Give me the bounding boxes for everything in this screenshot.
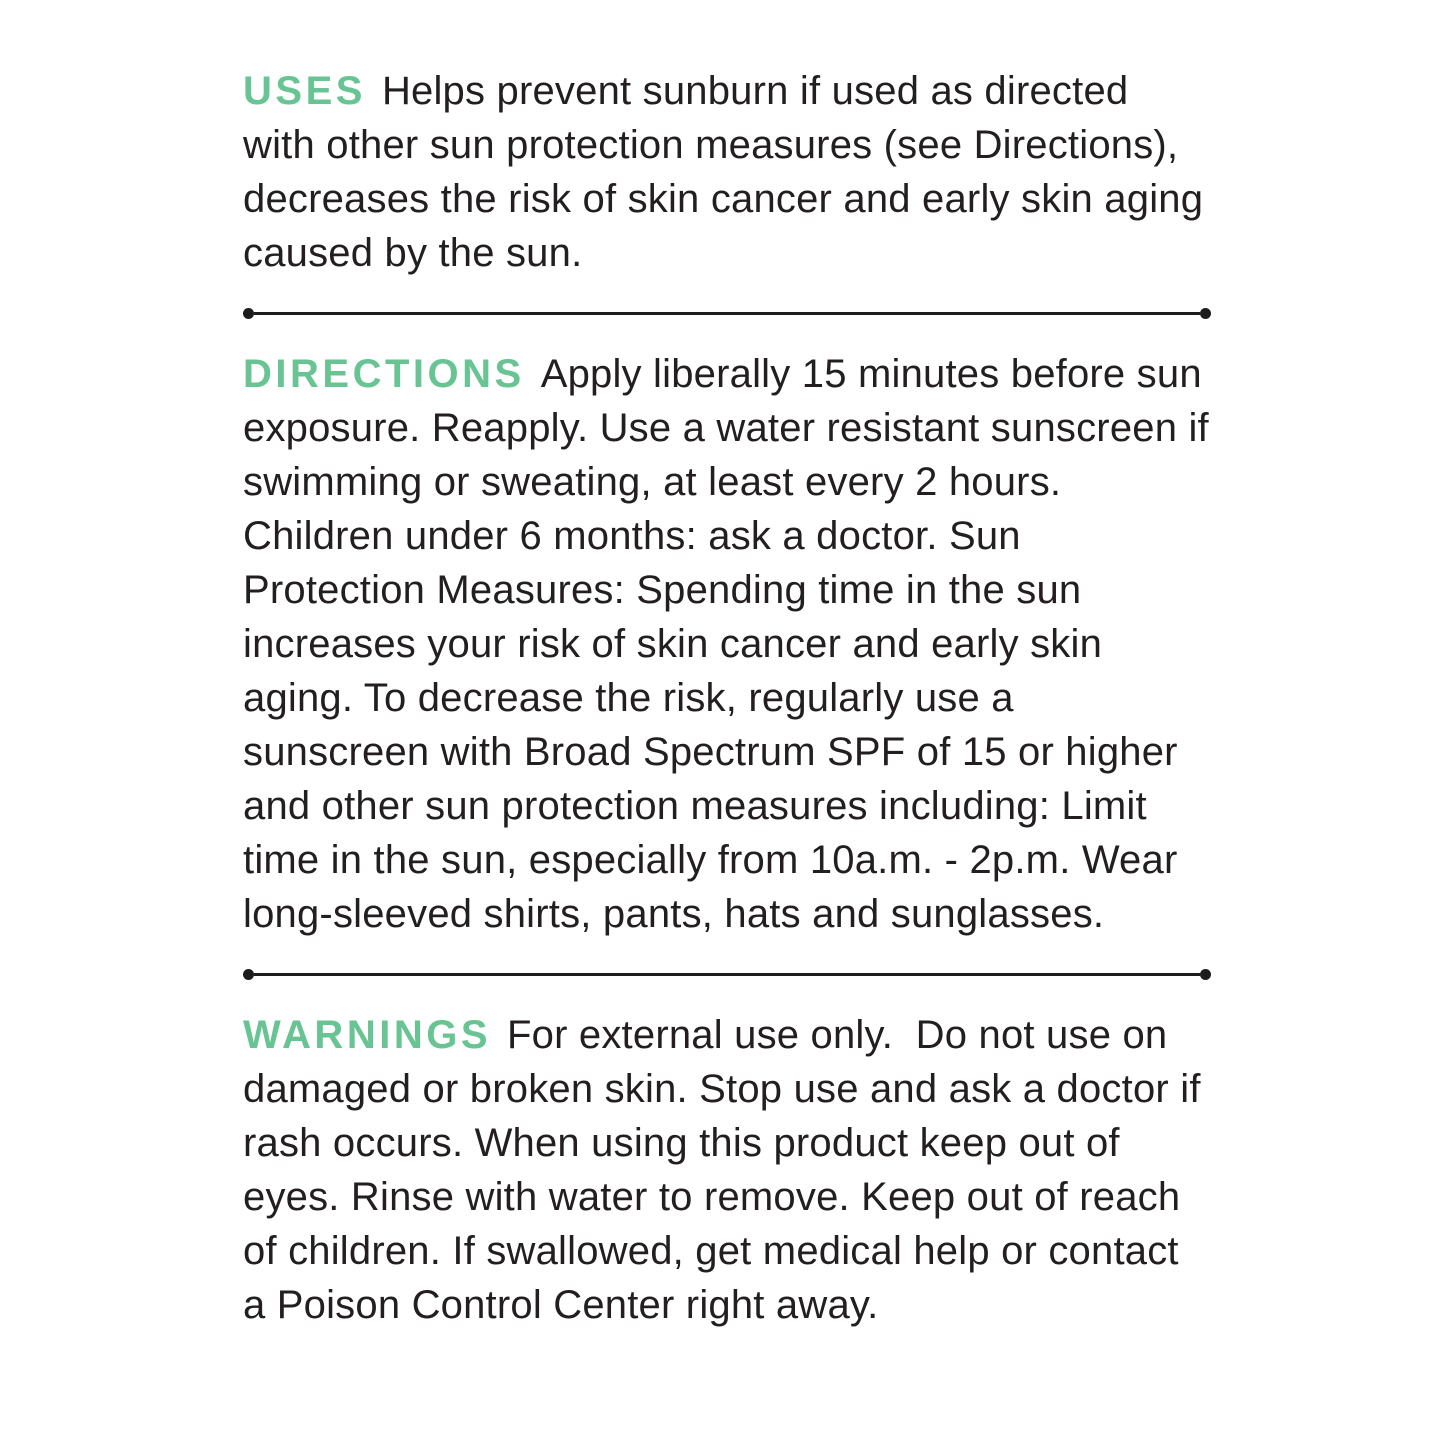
divider-dot-left: [243, 308, 254, 319]
uses-body-text: Helps prevent sunburn if used as directed with other sun protection measures (see Directions), decreases the risk of skin cancer and early skin aging caused by the sun.: [243, 69, 1215, 275]
directions-heading: DIRECTIONS: [243, 352, 525, 396]
divider-dot-left: [243, 969, 254, 980]
section-divider: [243, 969, 1211, 980]
directions-section: [243, 347, 1221, 941]
divider-dot-right: [1200, 308, 1211, 319]
uses-section: [243, 64, 1215, 280]
divider-rule: [254, 312, 1200, 315]
drug-facts-label: [243, 64, 1221, 1332]
directions-body-text: Apply liberally 15 minutes before sun exposure. Reapply. Use a water resistant sunscreen if swimming or sweating, at least every 2 hours. Children under 6 months: ask a doctor. Sun Protection Measures: Spending time in the sun increases your risk of skin cancer and early skin aging. To decrease the risk, regularly use a sunscreen with Broad Spectrum SPF of 15 or higher and other sun protection measures including: Limit time in the sun, especially from 10a.m. - 2p.m. Wear long-sleeved shirts, pants, hats and sunglasses.: [243, 352, 1221, 936]
divider-dot-right: [1200, 969, 1211, 980]
warnings-heading: WARNINGS: [243, 1013, 491, 1057]
uses-heading: USES: [243, 69, 366, 113]
warnings-section: [243, 1008, 1211, 1332]
section-divider: [243, 308, 1211, 319]
warnings-body-text: For external use only. Do not use on damaged or broken skin. Stop use and ask a doctor if rash occurs. When using this product keep out of eyes. Rinse with water to remove. Keep out of reach of children. If swallowed, get medical help or contact a Poison Control Center right away.: [243, 1013, 1212, 1327]
divider-rule: [254, 973, 1200, 976]
